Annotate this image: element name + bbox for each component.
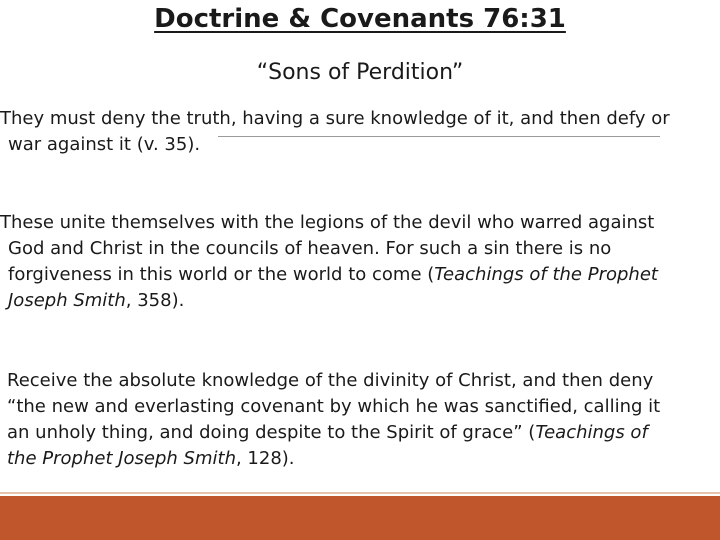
paragraph-line xyxy=(0,420,720,446)
slide-title: Doctrine & Covenants 76:31 xyxy=(154,4,566,34)
paragraph-deny-truth xyxy=(0,106,720,158)
paragraph-legions-of-devil xyxy=(0,210,715,314)
text-segment: forgiveness in this world or the world to come ( xyxy=(8,264,435,285)
paragraph-line xyxy=(0,262,715,288)
divider-line xyxy=(218,136,660,137)
citation-title: Teachings of xyxy=(535,422,648,443)
paragraph-line: war against it (v. 35). xyxy=(8,134,201,155)
paragraph-line xyxy=(0,446,720,472)
paragraph-line: God and Christ in the councils of heaven. For such a sin there is no xyxy=(8,238,612,259)
paragraph-absolute-knowledge xyxy=(0,368,720,472)
footer-accent-line xyxy=(0,492,720,494)
paragraph-line: “the new and everlasting covenant by which he was sanctified, calling it xyxy=(7,396,661,417)
paragraph-line: These unite themselves with the legions of the devil who warred against xyxy=(0,212,655,233)
paragraph-line: Receive the absolute knowledge of the divinity of Christ, and then deny xyxy=(7,370,654,391)
citation-title: Teachings of the Prophet xyxy=(434,264,658,285)
footer-bar xyxy=(0,496,720,540)
citation-title: Joseph Smith xyxy=(8,290,126,311)
paragraph-line xyxy=(0,288,715,314)
text-segment: , 358). xyxy=(125,290,185,311)
text-segment: , 128). xyxy=(235,448,295,469)
citation-title: the Prophet Joseph Smith xyxy=(7,448,236,469)
text-segment: an unholy thing, and doing despite to the Spirit of grace” ( xyxy=(7,422,536,443)
paragraph-line: They must deny the truth, having a sure knowledge of it, and then defy or xyxy=(0,108,670,129)
slide-subtitle: “Sons of Perdition” xyxy=(256,60,464,85)
